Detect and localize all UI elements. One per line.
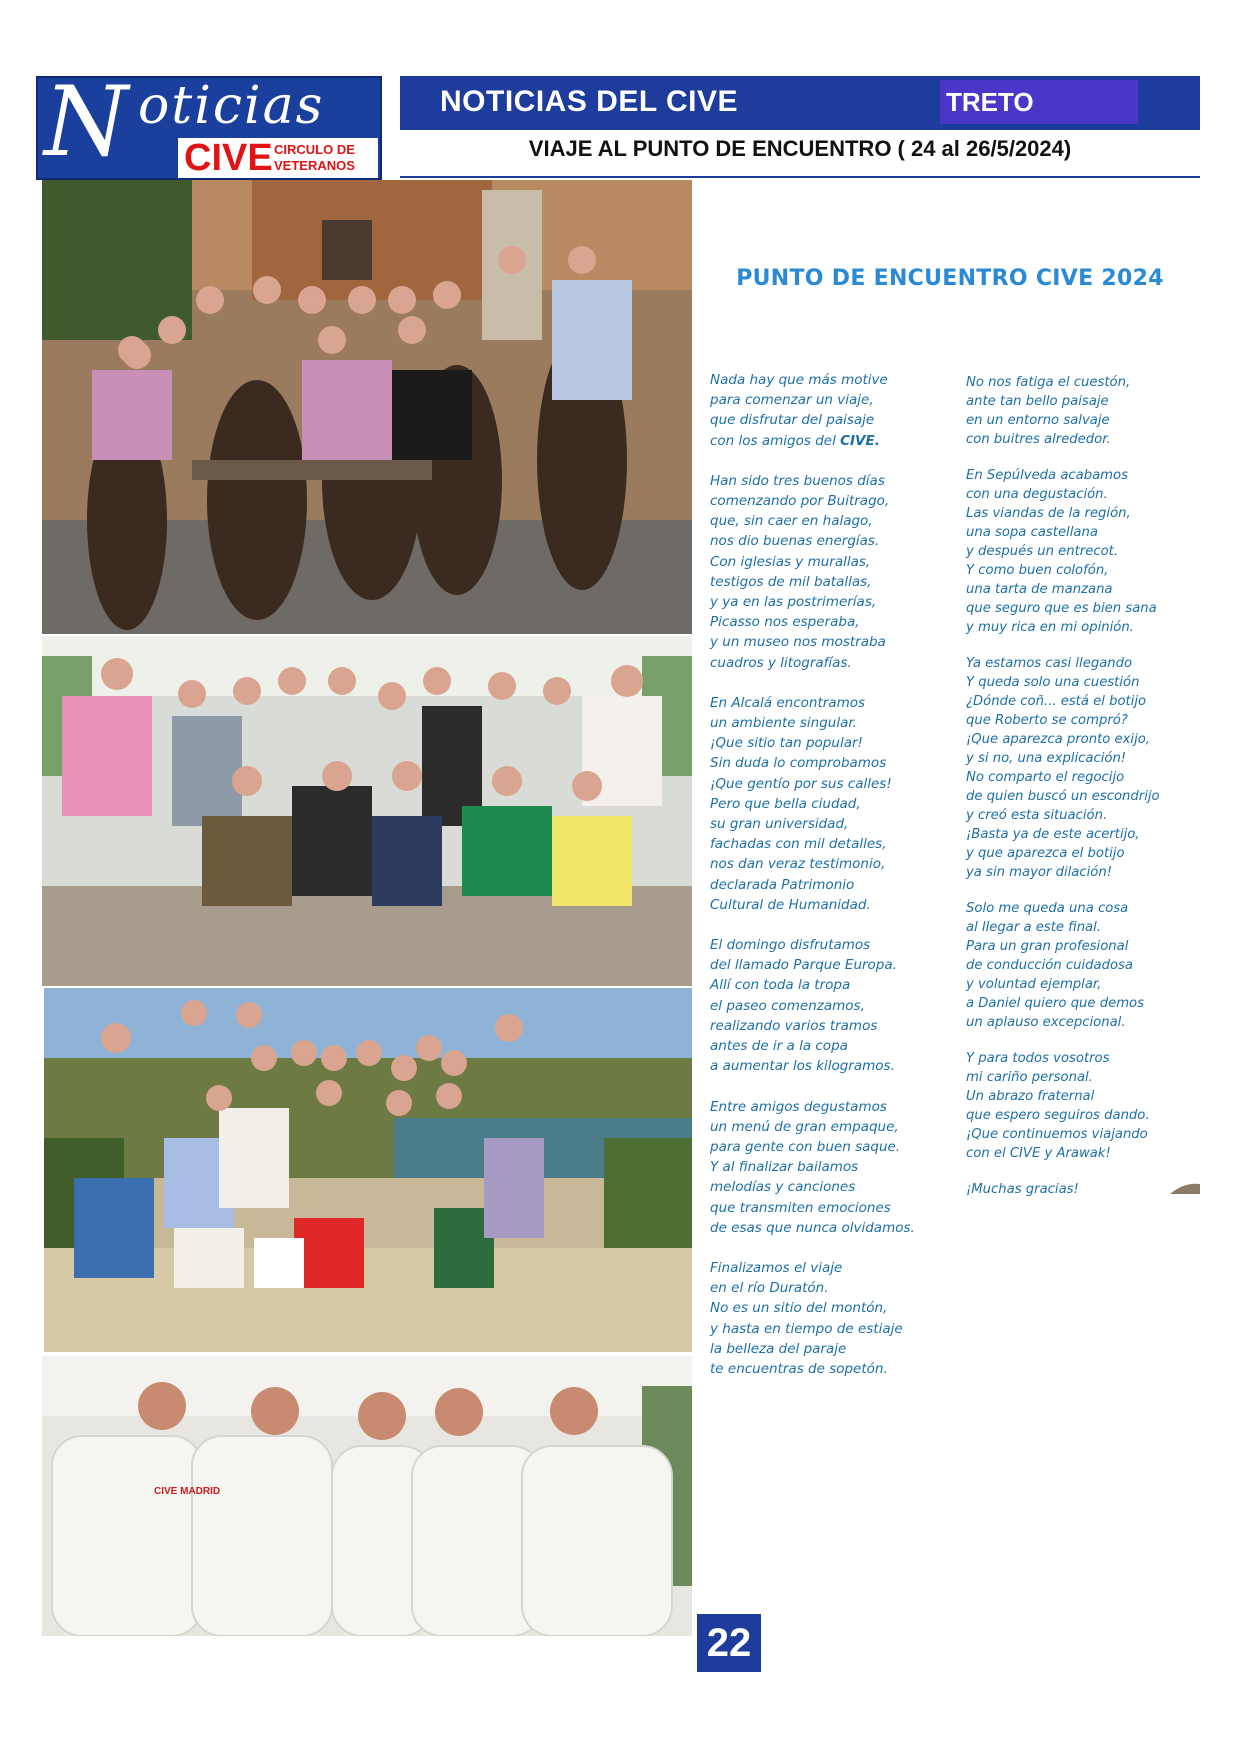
poem-line: ¡Que aparezca pronto exijo, xyxy=(966,732,1151,747)
poem-column-right xyxy=(966,373,1206,1216)
poem-stanza xyxy=(710,693,972,915)
poem-line: comenzando por Buitrago, xyxy=(710,493,890,510)
poem-line: y muy rica en mi opinión. xyxy=(966,620,1134,635)
poem-line: Un abrazo fraternal xyxy=(966,1089,1095,1104)
poem-line: ¿Dónde coñ... está el botijo xyxy=(966,694,1147,709)
poem-line: un ambiente singular. xyxy=(710,715,857,732)
poem-line: al llegar a este final. xyxy=(966,920,1101,935)
poem-line: realizando varios tramos xyxy=(710,1017,878,1034)
poem-line: Ya estamos casi llegando xyxy=(966,656,1133,671)
poem-line: en el río Duratón. xyxy=(710,1280,829,1297)
logo-subtitle-line2: VETERANOS xyxy=(274,158,355,173)
poem-line: ante tan bello paisaje xyxy=(966,394,1109,409)
poem-line: a aumentar los kilogramos. xyxy=(710,1058,895,1075)
section-tag: TRETO xyxy=(940,80,1138,124)
poem-line: Pero que bella ciudad, xyxy=(710,795,861,812)
poem-stanza xyxy=(710,1258,972,1379)
poem-line: de quien buscó un escondrijo xyxy=(966,789,1160,804)
poem-line: Picasso nos esperaba, xyxy=(710,614,860,631)
poem-line: El domingo disfrutamos xyxy=(710,937,871,954)
poem-line: Y para todos vosotros xyxy=(966,1051,1110,1066)
poem-line: una sopa castellana xyxy=(966,525,1098,540)
article-title: VIAJE AL PUNTO DE ENCUENTRO ( 24 al 26/5/2024) xyxy=(528,136,1072,161)
poem-line: Entre amigos degustamos xyxy=(710,1098,887,1115)
noticias-cive-logo xyxy=(36,76,382,180)
poem-line: en un entorno salvaje xyxy=(966,413,1110,428)
poem-line: que seguro que es bien sana xyxy=(966,601,1157,616)
poem-line: y si no, una explicación! xyxy=(966,751,1127,766)
poem-line: nos dio buenas energías. xyxy=(710,533,880,550)
poem-stanza xyxy=(966,373,1206,449)
poem-line: Y al finalizar bailamos xyxy=(710,1159,859,1176)
poem-line: para comenzar un viaje, xyxy=(710,392,874,409)
poem-line: con una degustación. xyxy=(966,487,1108,502)
poem-line xyxy=(710,431,972,451)
poem-line: a Daniel quiero que demos xyxy=(966,996,1144,1011)
poem-line: testigos de mil batallas, xyxy=(710,573,872,590)
poem-stanza xyxy=(710,370,972,451)
poem-line: que Roberto se compró? xyxy=(966,713,1128,728)
poem-stanza xyxy=(710,1097,972,1238)
poem-line: cuadros y litografías. xyxy=(710,654,852,671)
poem-line: Cultural de Humanidad. xyxy=(710,896,871,913)
group-photo-canyon xyxy=(44,988,692,1352)
poem-line: y voluntad ejemplar, xyxy=(966,977,1102,992)
poem-line: te encuentras de sopetón. xyxy=(710,1360,888,1377)
poem-line: y hasta en tiempo de estiaje xyxy=(710,1320,903,1337)
poem-line: que, sin caer en halago, xyxy=(710,513,873,530)
poem-line: con buitres alrededor. xyxy=(966,432,1111,447)
poem-title: PUNTO DE ENCUENTRO CIVE 2024 xyxy=(736,266,1164,291)
poem-line: ¡Que gentío por sus calles! xyxy=(710,775,892,792)
poem-line-text: con los amigos del xyxy=(710,432,841,449)
poem-line: En Alcalá encontramos xyxy=(710,694,866,711)
poem-stanza xyxy=(710,471,972,673)
poem-line: que espero seguiros dando. xyxy=(966,1108,1150,1123)
logo-subtitle xyxy=(274,142,374,174)
poem-stanza xyxy=(966,1049,1206,1163)
poem-line: Han sido tres buenos días xyxy=(710,472,885,489)
poem-line: declarada Patrimonio xyxy=(710,876,855,893)
poem-line: una tarta de manzana xyxy=(966,582,1113,597)
section-title: NOTICIAS DEL CIVE xyxy=(440,85,738,118)
poem-line: Para un gran profesional xyxy=(966,939,1129,954)
poem-line: Sin duda lo comprobamos xyxy=(710,755,887,772)
poem-line: y creó esta situación. xyxy=(966,808,1108,823)
poem-line: Finalizamos el viaje xyxy=(710,1259,843,1276)
poem-line: un aplauso excepcional. xyxy=(966,1015,1126,1030)
poem-line: de conducción cuidadosa xyxy=(966,958,1133,973)
poem-line: No comparto el regocijo xyxy=(966,770,1125,785)
poem-column-left xyxy=(710,370,972,1399)
poem-line: Y queda solo una cuestión xyxy=(966,675,1140,690)
poem-line: Con iglesias y murallas, xyxy=(710,553,871,570)
poem-stanza xyxy=(966,466,1206,637)
poem-line: No nos fatiga el cuestón, xyxy=(966,375,1131,390)
poem-line: y ya en las postrimerías, xyxy=(710,594,877,611)
poem-line: mi cariño personal. xyxy=(966,1070,1093,1085)
poem-line: antes de ir a la copa xyxy=(710,1038,848,1055)
poem-line: para gente con buen saque. xyxy=(710,1138,901,1155)
poem-line: En Sepúlveda acabamos xyxy=(966,468,1128,483)
poem-line: ¡Que continuemos viajando xyxy=(966,1127,1148,1142)
poem-line: que disfrutar del paisaje xyxy=(710,412,875,429)
header-rule-top xyxy=(400,128,1200,130)
cive-bold: CIVE. xyxy=(840,432,880,449)
poem-line: el paseo comenzamos, xyxy=(710,997,865,1014)
section-header-bar xyxy=(400,76,1200,128)
poem-line: ¡Basta ya de este acertijo, xyxy=(966,827,1140,842)
poem-line: melodías y canciones xyxy=(710,1179,856,1196)
logo-subtitle-line1: CIRCULO DE xyxy=(274,142,355,157)
logo-initial: N xyxy=(44,76,128,178)
poem-line: Nada hay que más motive xyxy=(710,372,888,388)
poem-line: ya sin mayor dilación! xyxy=(966,865,1112,880)
poem-stanza xyxy=(966,899,1206,1032)
poem-line: del llamado Parque Europa. xyxy=(710,957,897,974)
poem-line: fachadas con mil detalles, xyxy=(710,836,887,853)
group-photo-tent xyxy=(42,636,692,986)
poem-line: y después un entrecot. xyxy=(966,544,1119,559)
poem-line: Solo me queda una cosa xyxy=(966,901,1129,916)
shirt-print: CIVE MADRID xyxy=(154,1486,221,1497)
poem-line: Allí con toda la tropa xyxy=(710,977,851,994)
logo-word: oticias xyxy=(138,76,325,136)
poem-line: de esas que nunca olvidamos. xyxy=(710,1219,915,1236)
poem-stanza xyxy=(710,935,972,1076)
poem-line: ¡Muchas gracias! xyxy=(966,1182,1079,1197)
poem-line: la belleza del paraje xyxy=(710,1340,847,1357)
group-photo-shirts xyxy=(42,1356,692,1636)
poem-line: nos dan veraz testimonio, xyxy=(710,856,886,873)
poem-line: Y como buen colofón, xyxy=(966,563,1109,578)
logo-brand: CIVE xyxy=(184,137,273,179)
poem-line: un menú de gran empaque, xyxy=(710,1118,899,1135)
poem-line: Las viandas de la región, xyxy=(966,506,1131,521)
poem-line: y que aparezca el botijo xyxy=(966,846,1125,861)
decorative-flourish-icon xyxy=(1170,1182,1200,1194)
poem-line: que transmiten emociones xyxy=(710,1199,891,1216)
page-number: 22 xyxy=(697,1614,761,1672)
poem-line: con el CIVE y Arawak! xyxy=(966,1146,1111,1161)
poem-line: y un museo nos mostraba xyxy=(710,634,886,651)
poem-stanza xyxy=(966,654,1206,882)
group-photo-statues xyxy=(42,180,692,634)
poem-line: su gran universidad, xyxy=(710,816,849,833)
poem-line: No es un sitio del montón, xyxy=(710,1300,888,1317)
poem-line: ¡Que sitio tan popular! xyxy=(710,735,863,752)
header-rule-bottom xyxy=(400,176,1200,178)
